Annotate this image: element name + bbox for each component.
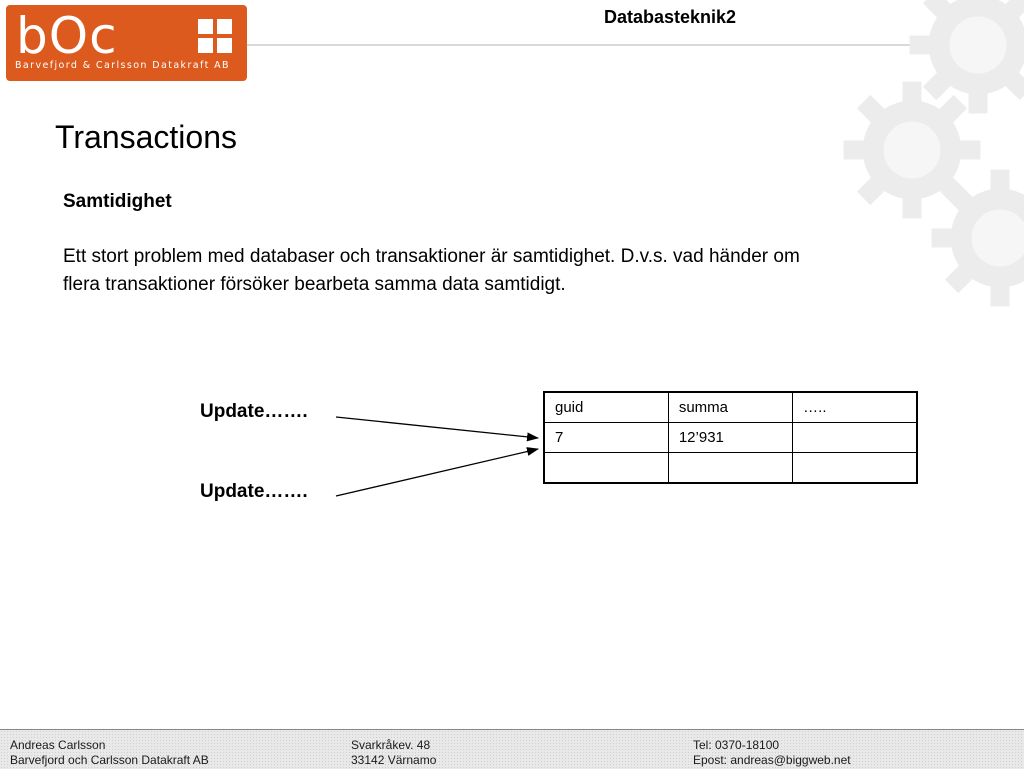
table-cell [793,423,917,453]
table-cell: 12’931 [668,423,792,453]
table-cell: ….. [793,392,917,423]
footer-contact-name [10,738,209,768]
body-line: flera transaktioner försöker bearbeta samma data samtidigt. [63,274,566,295]
data-table [543,391,918,484]
footer-text: Barvefjord och Carlsson Datakraft AB [10,753,209,767]
slide-title: Transactions [55,119,237,155]
logo-text: bOc [16,7,118,65]
footer-text: Andreas Carlsson [10,738,106,752]
update-label-1: Update……. [200,401,308,422]
footer-contact-info [693,738,851,768]
footer-text: 33142 Värnamo [351,753,437,767]
logo-squares-icon [198,19,232,53]
company-logo [6,5,247,81]
table-cell [668,453,792,484]
table-cell: guid [544,392,668,423]
update-label-2: Update……. [200,481,308,502]
table-cell [793,453,917,484]
body-paragraph [63,243,963,299]
logo-tagline: Barvefjord & Carlsson Datakraft AB [15,60,230,71]
table-cell: summa [668,392,792,423]
footer-text: Epost: andreas@biggweb.net [693,753,851,767]
table-row [544,453,917,484]
table-cell [544,453,668,484]
table-cell: 7 [544,423,668,453]
body-line: Ett stort problem med databaser och transaktioner är samtidighet. D.v.s. vad händer om [63,246,800,267]
table-header-row [544,392,917,423]
table-row [544,423,917,453]
footer-text: Tel: 0370-18100 [693,738,780,752]
footer [0,729,1024,769]
subheading: Samtidighet [63,191,172,212]
arrow-1 [336,417,538,438]
footer-address [351,738,436,768]
course-title: Databasteknik2 [603,7,737,27]
arrow-2 [336,449,538,496]
footer-text: Svarkråkev. 48 [351,738,431,752]
